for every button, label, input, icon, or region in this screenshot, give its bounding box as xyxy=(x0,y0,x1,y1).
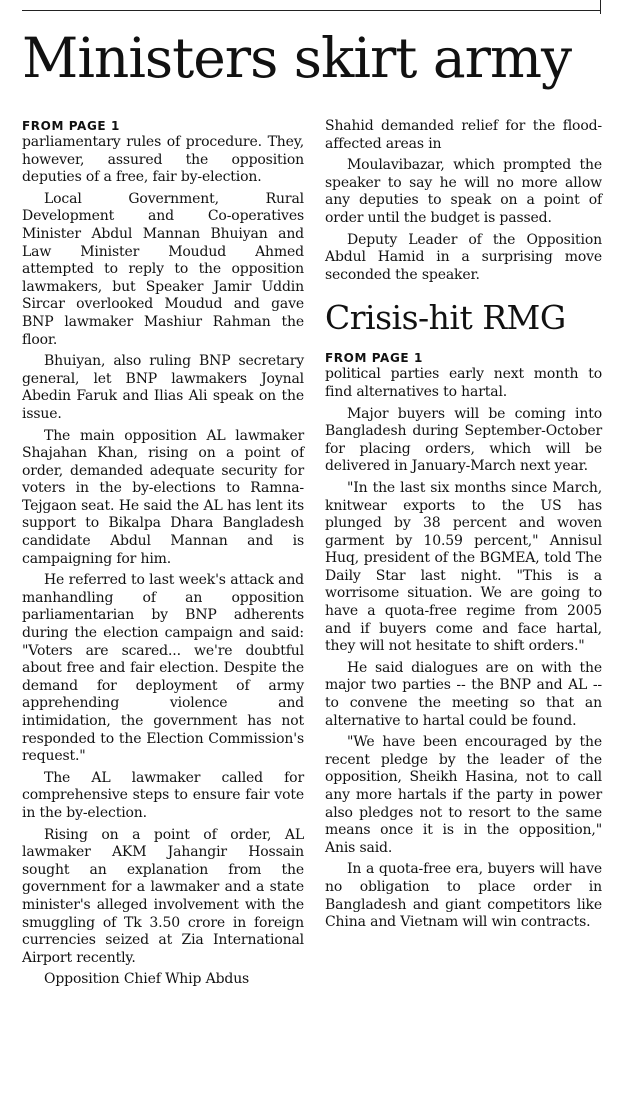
article-paragraph: He said dialogues are on with the major two parties -- the BNP and AL -- to convene the meeting so that an alternative to hartal could be found. xyxy=(325,659,602,729)
article-paragraph: Opposition Chief Whip Abdus xyxy=(44,971,250,988)
left-column xyxy=(22,118,304,993)
kicker-from-page-1: FROM PAGE 1 xyxy=(325,351,423,366)
article-paragraph: "We have been encouraged by the recent pledge by the leader of the opposition, Sheikh Hasina, not to call any more hartals if the party in power also pledges not to resort to the same means once it is in the opposition," Anis said. xyxy=(325,734,602,856)
article-paragraph: Rising on a point of order, AL lawmaker AKM Jahangir Hossain sought an explanation from the government for a lawmaker and a state minister's alleged involvement with the smuggling of Tk 3.50 crore in foreign currencies seized at Zia International Airport recently. xyxy=(22,826,304,966)
headline: Ministers skirt army xyxy=(22,26,572,90)
right-column xyxy=(325,118,602,936)
continued-paragraph: Moulavibazar, which prompted the speaker to say he will no more allow any deputies to speak on a point of order until the budget is passed. xyxy=(325,157,602,226)
continued-paragraph: Deputy Leader of the Opposition Abdul Hamid in a surprising move seconded the speaker. xyxy=(325,231,602,283)
top-rule xyxy=(22,10,600,11)
article-paragraph: The AL lawmaker called for comprehensive steps to ensure fair vote in the by-election. xyxy=(22,769,304,821)
subheadline: Crisis-hit RMG xyxy=(325,298,566,338)
article-paragraph: The main opposition AL lawmaker Shajahan Khan, rising on a point of order, demanded adequate security for voters in the by-elections to Ramna-Tejgaon seat. He said the AL has lent its support to Bikalpa Dhara Bangladesh candidate Abdul Mannan and is campaigning for him. xyxy=(22,427,304,567)
kicker-from-page-1: FROM PAGE 1 xyxy=(22,119,120,133)
continued-paragraph: Shahid demanded relief for the flood-affected areas in xyxy=(325,118,602,152)
article-paragraph: Bhuiyan, also ruling BNP secretary general, let BNP lawmakers Joynal Abedin Faruk and Ilias Ali speak on the issue. xyxy=(22,353,304,422)
article-paragraph: "In the last six months since March, knitwear exports to the US has plunged by 38 percent and woven garment by 10.59 percent," Annisul Huq, president of the BGMEA, told The Daily Star last night. "This is a worrisome situation. We are going to have a quota-free regime from 2005 and if buyers come and face hartal, they will not hesitate to shift orders." xyxy=(325,479,602,655)
article-paragraph: political parties early next month to find alternatives to hartal. xyxy=(325,366,602,400)
article-paragraph: He referred to last week's attack and manhandling of an opposition parliamentarian by BNP adherents during the election campaign and said: "Voters are scared... we're doubtful about free and fair election. Despite the demand for deployment of army apprehending violence and intimidation, the government has not responded to the Election Commission's request." xyxy=(22,572,304,765)
article-paragraph: Major buyers will be coming into Bangladesh during September-October for placing orders, which will be delivered in January-March next year. xyxy=(325,405,602,475)
corner-rule xyxy=(600,0,601,14)
article-paragraph: parliamentary rules of procedure. They, however, assured the opposition deputies of a free, fair by-election. xyxy=(22,134,304,186)
article-paragraph: Local Government, Rural Development and Co-operatives Minister Abdul Mannan Bhuiyan and Law Minister Moudud Ahmed attempted to reply to the opposition lawmakers, but Speaker Jamir Uddin Sircar overlooked Moudud and gave BNP lawmaker Mashiur Rahman the floor. xyxy=(22,190,304,348)
article-paragraph: In a quota-free era, buyers will have no obligation to place order in Bangladesh and giant competitors like China and Vietnam will win contracts. xyxy=(325,861,602,931)
